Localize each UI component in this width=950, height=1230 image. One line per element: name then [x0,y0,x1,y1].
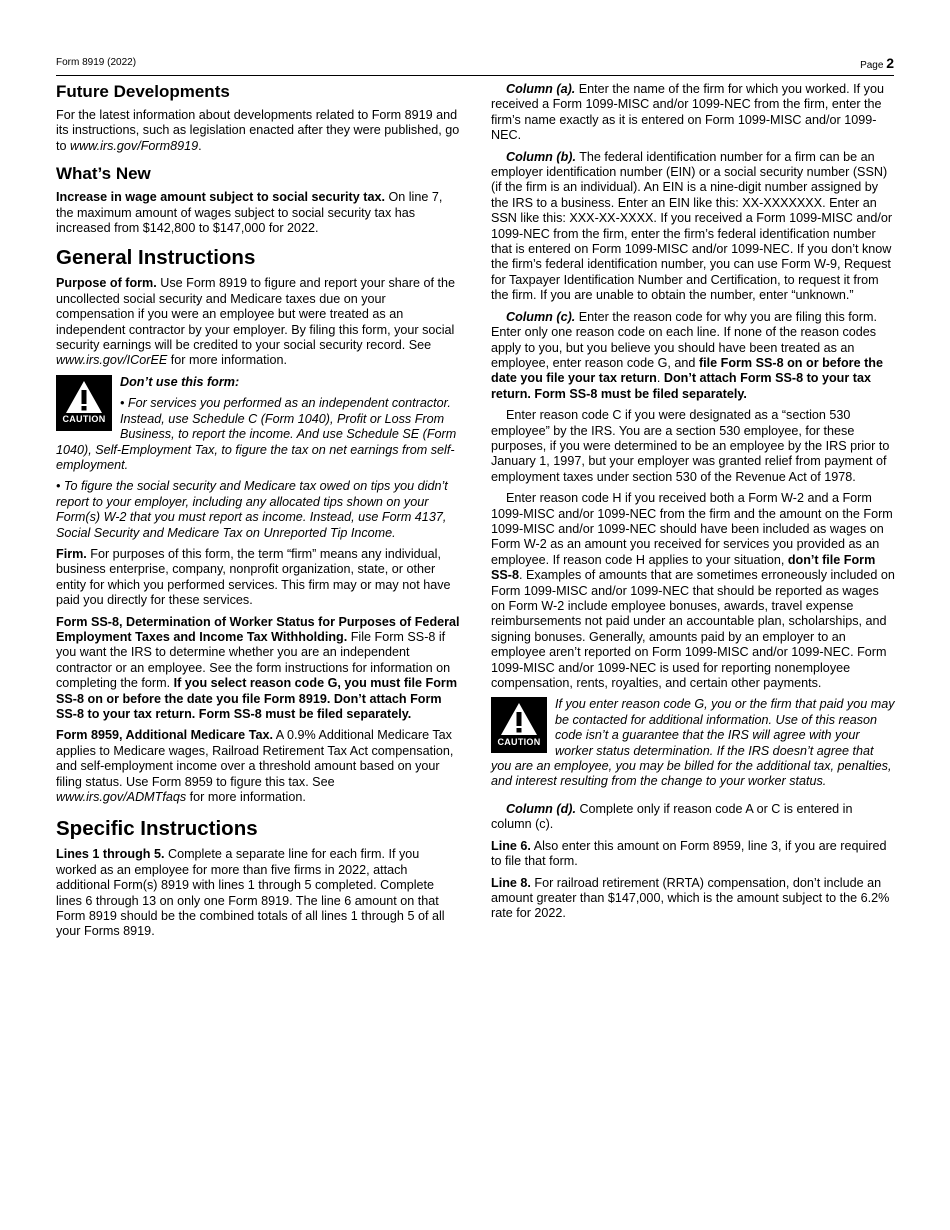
line-6-body: Also enter this amount on Form 8959, line 3, if you are required to file that form. [491,838,887,869]
column-a-paragraph [491,82,895,144]
ss8-paragraph [56,615,460,723]
lines-1-5-paragraph [56,847,460,939]
dont-use-item-1 [56,396,460,473]
form8959-lead: Form 8959, Additional Medicare Tax. [56,728,273,743]
page-header [56,55,894,76]
firm-lead: Firm. [56,546,87,561]
purpose-body: Use Form 8919 to figure and report your share of the uncollected social security and Medicare taxes due on your compensation if you were an employee but were treated as an independent contractor by your employer. By filing this form, your social security earnings will be credited to your social security record. See [56,276,455,353]
whats-new-text [56,190,460,236]
dont-use-title-text: Don’t use this form: [120,374,240,389]
reason-code-h-body: Enter reason code H if you received both a Form W-2 and a Form 1099-MISC and/or 1099-NEC from the firm and the amount on the Form 1099-MISC and/or 1099-NEC should have been included as wages on Form W-2 as an amount you received for services you provided as an employee. If reason code H applies to your situation, [491,491,893,567]
general-instructions-heading: General Instructions [56,246,256,270]
column-c-sep: . [656,371,664,386]
dont-use-item-2-text: • To figure the social security and Medicare tax owed on tips you didn’t report to your employer, including any allocated tips shown on your Form(s) W-2 that you must report as income. Instead, use Form 4137, Social Security and Medicare Tax on Unreported Tip Income. [56,479,448,540]
reason-code-h-body-2: . Examples of amounts that are sometimes erroneously included on Form 1099-MISC and/or 1099-NEC that should be reported as wages on Form W-2 include employee bonuses, awards, travel expense reimbursements not paid under an accountable plan, scholarships, and signing bonuses. Generally, amounts paid by an employer to an employee aren’t reported on Form 1099-MISC and/or 1099-NEC. Form 1099-MISC and/or 1099-NEC is used for reporting nonemployee compensation, rents, royalties, and certain other payments. [491,568,895,691]
line-8-paragraph [491,876,895,922]
column-d-body: Complete only if reason code A or C is entered in column (c). [491,801,853,832]
page-label: Page [860,60,884,71]
line-8-lead: Line 8. [491,875,531,890]
column-d-lead: Column (d). [506,801,576,816]
future-developments-text [56,108,460,154]
caution-block-dont-use [56,375,460,541]
left-column [56,82,460,946]
form8959-body-end: for more information. [186,790,306,805]
column-c-body: Enter the reason code for why you are filing this form. Enter only one reason code on each line. If none of the reason codes apply to you, but you believe you should have been treated as an employee, enter reason code G, and [491,309,877,370]
purpose-lead: Purpose of form. [56,276,157,291]
form8959-paragraph [56,728,460,805]
line-6-paragraph [491,839,895,870]
icoree-link[interactable]: www.irs.gov/ICorEE [56,353,168,368]
caution-label: CAUTION [62,414,106,425]
caution-block-reason-g [491,697,895,795]
column-a-lead: Column (a). [506,82,576,96]
whats-new-lead: Increase in wage amount subject to social security tax. [56,190,385,205]
admtfaqs-link[interactable]: www.irs.gov/ADMTfaqs [56,790,187,805]
dont-use-item-2 [56,479,460,541]
caution-reason-g-body: If you enter reason code G, you or the firm that paid you may be contacted for additional information. Use of this reason code isn’t a guarantee that the IRS will agree with your worker status determination. If the IRS doesn’t agree that you are an employee, you may be billed for the additional tax, penalties, and interest resulting from the change to your worker status. [491,697,895,789]
column-b-paragraph [491,150,895,304]
column-b-body: The federal identification number for a firm can be an employer identification number (EIN) or a social security number (SSN) (if the firm is an individual). An EIN is a nine-digit number assigned by the IRS to a business. Enter an EIN like this: XX-XXXXXXX. Enter an SSN like this: XXX-XX-XXXX. If you received a Form 1099-MISC and/or 1099-NEC from the firm, enter the firm’s federal identification number that is entered on Form 1099-MISC and/or 1099-NEC. If you don’t know the firm’s federal identification number, you can use Form W-9, Request for Taxpayer Identification Number and Certification, to request it from the firm. If you are unable to obtain the number, enter “unknown.” [491,149,893,303]
future-text: For the latest information about developments related to Form 8919 and its instructions, such as legislation enacted after they were published, go to [56,108,460,153]
lines-1-5-lead: Lines 1 through 5. [56,847,165,862]
dont-use-title [56,375,460,390]
column-c-paragraph [491,310,895,402]
whats-new-body: On line 7, the maximum amount of wages subject to social security tax has increased from $142,800 to $147,000 for 2022. [56,190,443,236]
caution-icon [491,697,547,753]
ss8-lead: Form SS-8, Determination of Worker Status for Purposes of Federal Employment Taxes and Income Tax Withholding. [56,614,460,644]
right-column [491,82,895,928]
reason-code-h-bold: don’t file Form SS-8 [491,552,876,583]
caution-reason-g-text [491,697,895,789]
purpose-paragraph [56,276,460,368]
reason-code-h-paragraph [491,491,895,691]
reason-code-c-paragraph: Enter reason code C if you were designated as a “section 530 employee” by the IRS. You are a section 530 employee, for these purposes, if you were determined to be an employee by the IRS prior to January 1, 1997, but your employer was granted relief from payment of employment taxes under section 530 of the Revenue Act of 1978. [491,408,890,484]
line-6-lead: Line 6. [491,838,531,853]
purpose-body-end: for more information. [167,353,287,368]
form8959-body: A 0.9% Additional Medicare Tax applies to Medicare wages, Railroad Retirement Tax Act compensation, and self-employment income over a threshold amount based on your filing status. Use Form 8959 to figure this tax. See [56,728,454,789]
line-8-body: For railroad retirement (RRTA) compensation, don’t include an amount greater than $147,000, which is the amount subject to the 6.2% rate for 2022. [491,875,890,921]
lines-1-5-body: Complete a separate line for each firm. If you worked as an employee for more than five firms in 2022, attach additional Form(s) 8919 with lines 1 through 5 completed. Complete lines 6 through 13 on only one Form 8919. The line 6 amount on that Form 8919 should be the combined totals of all lines 1 through 5 of all your Forms 8919. [56,847,445,939]
column-b-lead: Column (b). [506,149,576,164]
column-c-bold-note-2: Don’t attach Form SS-8 to your tax return. Form SS-8 must be filed separately. [491,371,871,401]
future-text-end: . [198,138,202,153]
column-c-bold-note: file Form SS-8 on or before the date you file your tax return [491,355,883,386]
warning-triangle-icon [64,379,104,415]
warning-triangle-icon [499,701,539,737]
caution-icon [56,375,112,431]
specific-instructions-heading: Specific Instructions [56,817,258,841]
firm-body: For purposes of this form, the term “firm” means any individual, business enterprise, company, nonprofit organization, state, or other entity for which you performed services. This firm may or may not have paid you directly for these services. [56,546,451,608]
future-developments-heading: Future Developments [56,82,230,101]
ss8-body: File Form SS-8 if you want the IRS to determine whether you are an independent contractor or an employee. See the form instructions for information on completing the form. [56,629,451,691]
page-number-value: 2 [886,55,894,71]
ss8-bold-note: If you select reason code G, you must file Form SS-8 on or before the date you file Form 8919. Don’t attach Form SS-8 to your tax return. Form SS-8 must be filed separately. [56,676,458,721]
page-number [860,55,894,71]
form-id: Form 8919 (2022) [56,57,137,68]
column-c-lead: Column (c). [506,309,576,324]
column-d-paragraph [491,802,895,833]
firm-paragraph [56,547,460,609]
column-a-body: Enter the name of the firm for which you worked. If you received a Form 1099-MISC and/or 1099-NEC from the firm, enter the firm’s name exactly as it is entered on Form 1099-MISC and/or 1099-NEC. [491,82,884,143]
form8919-link[interactable]: www.irs.gov/Form8919 [70,138,199,153]
caution-label: CAUTION [497,737,541,748]
dont-use-item-1-text: • For services you performed as an independent contractor. Instead, use Schedule C (Form 1040), Profit or Loss From Business, to report the income. And use Schedule SE (Form 1040), Self-Employment Tax, to figure the tax on net earnings from self-employment. [56,396,457,472]
whats-new-heading: What’s New [56,164,151,184]
